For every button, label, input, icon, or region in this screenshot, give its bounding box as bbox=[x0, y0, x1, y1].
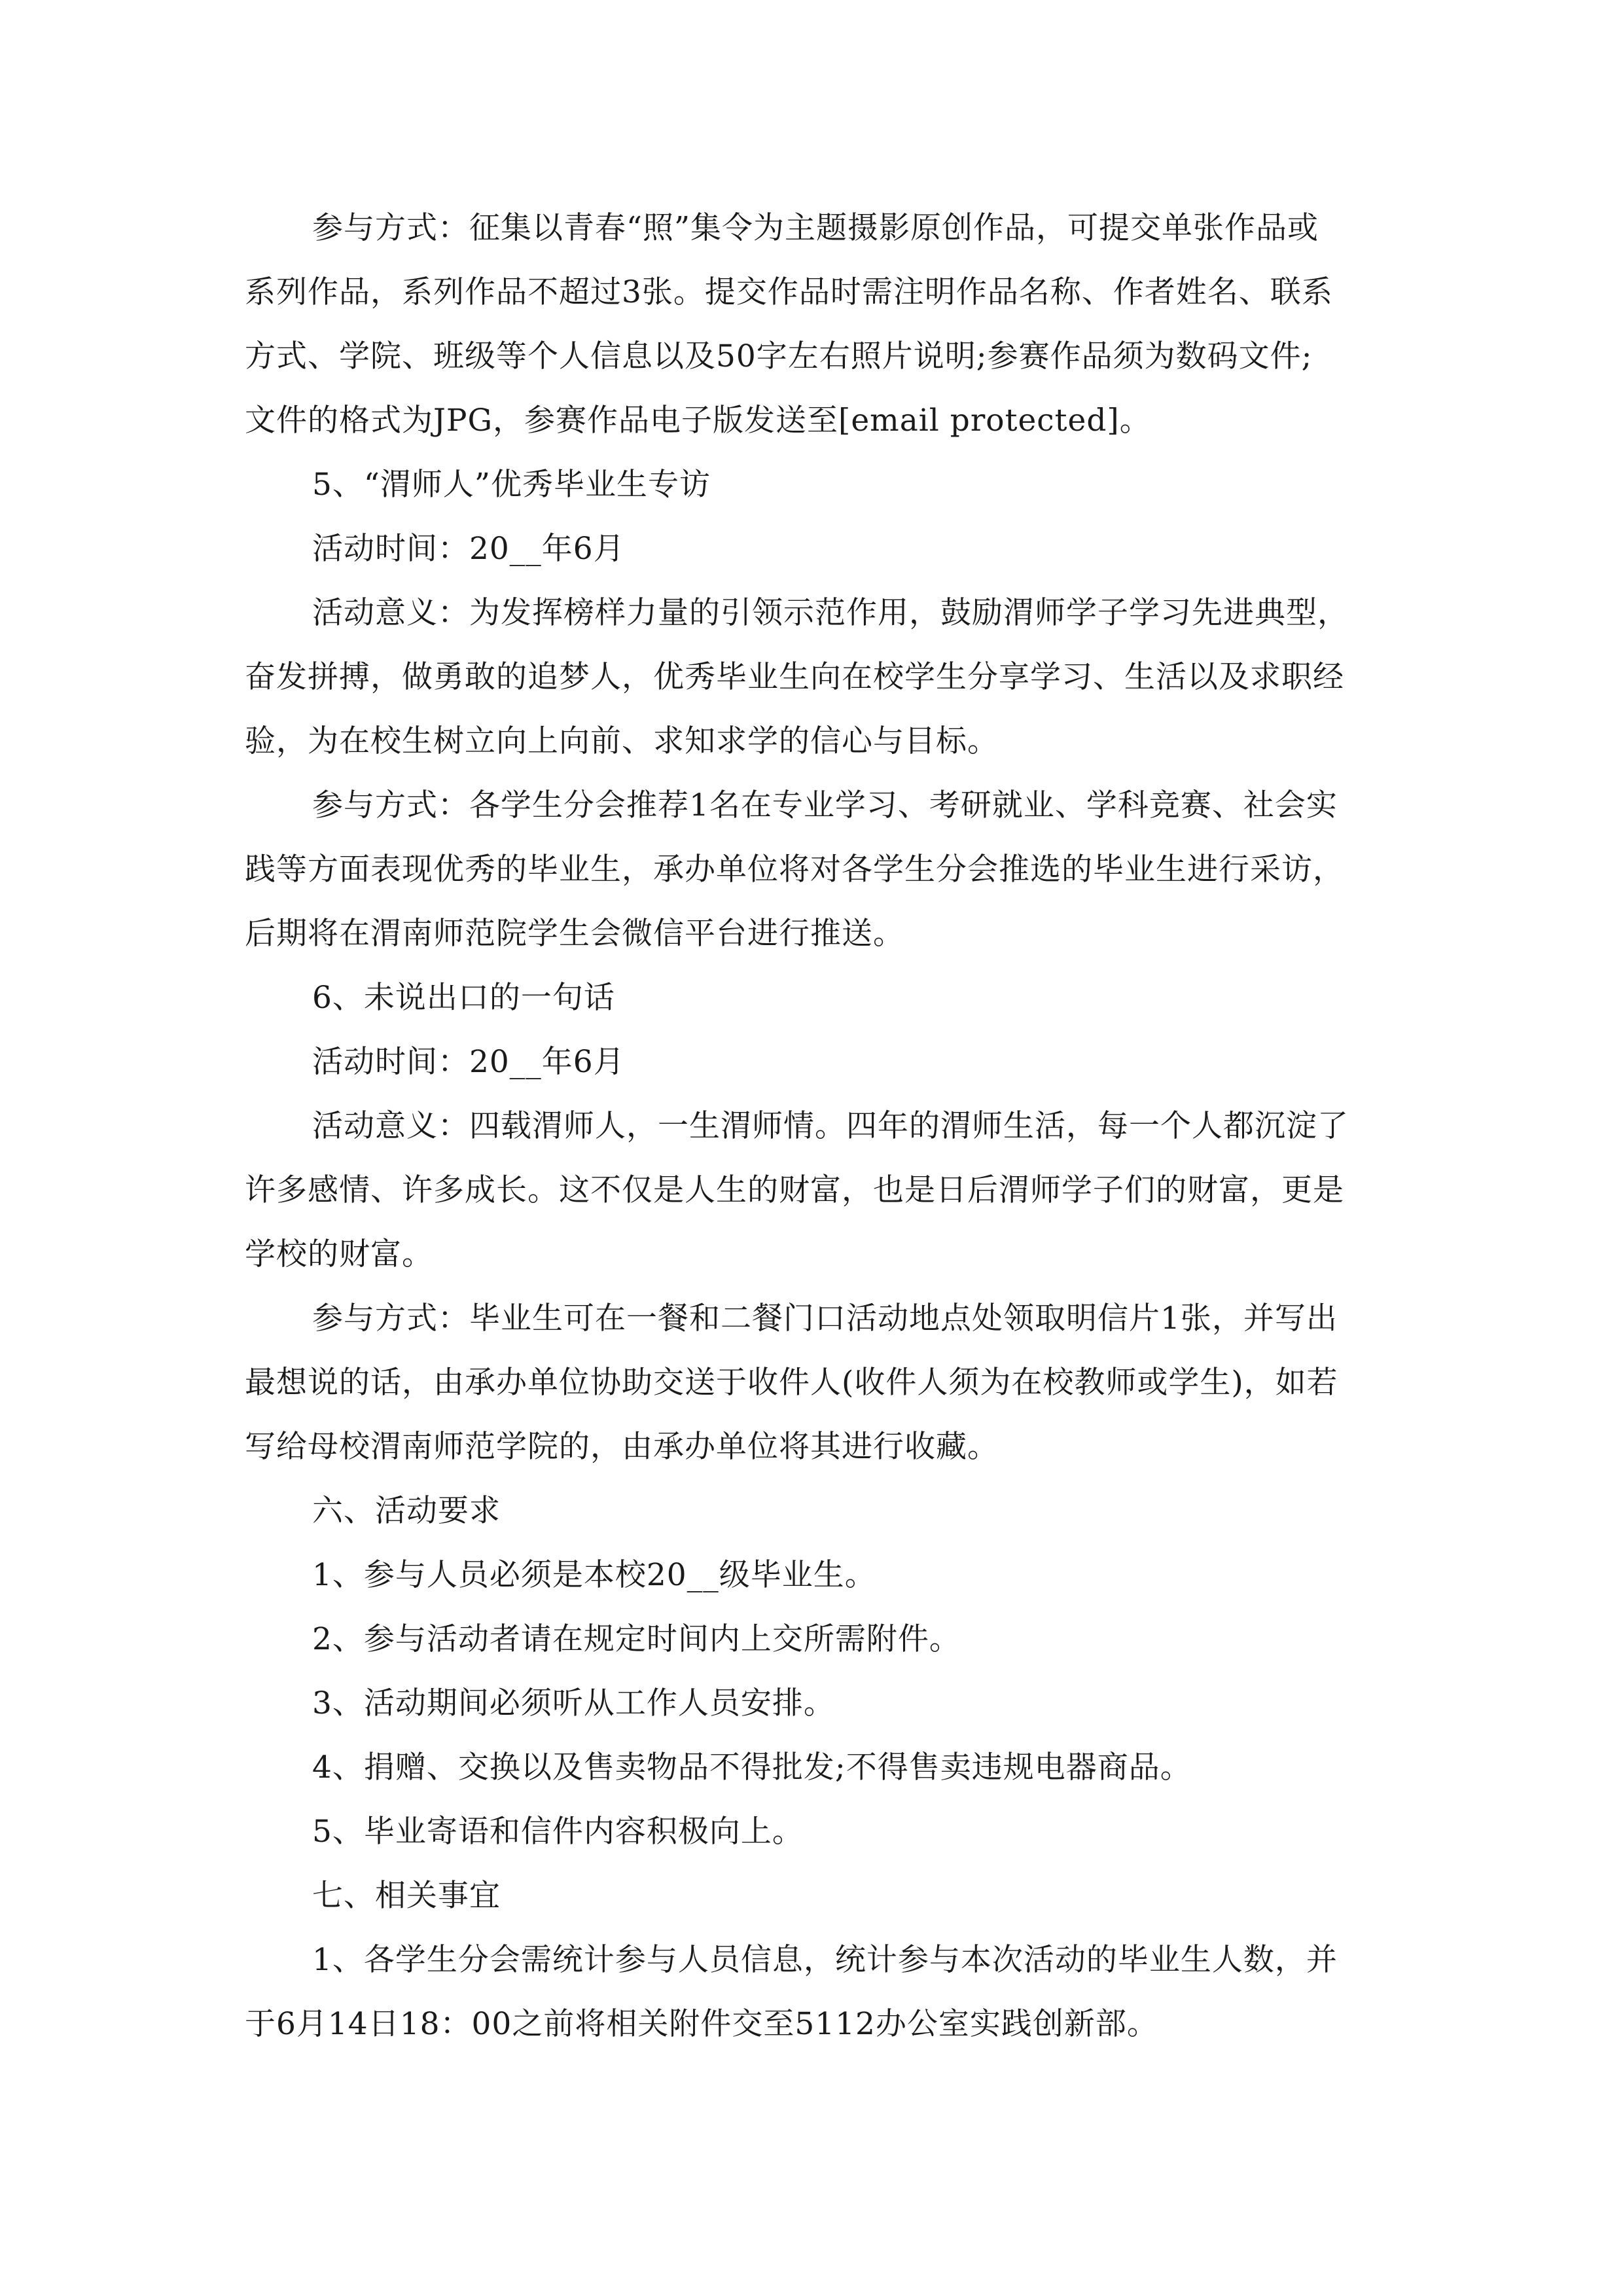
text-line: 后期将在渭南师范院学生会微信平台进行推送。 bbox=[245, 916, 904, 952]
text-line: 文件的格式为JPG，参赛作品电子版发送至[email protected]。 bbox=[245, 403, 1151, 439]
text-line: 许多感情、许多成长。这不仅是人生的财富，也是日后渭师学子们的财富，更是 bbox=[245, 1172, 1344, 1208]
text-line: 活动意义：四载渭师人，一生渭师情。四年的渭师生活，每一个人都沉淀了 bbox=[312, 1108, 1349, 1144]
text-line: 于6月14日18：00之前将相关附件交至5112办公室实践创新部。 bbox=[245, 2006, 1158, 2042]
text-line: 6、未说出口的一句话 bbox=[312, 980, 615, 1016]
text-line: 七、相关事宜 bbox=[312, 1878, 501, 1914]
text-line: 参与方式：毕业生可在一餐和二餐门口活动地点处领取明信片1张，并写出 bbox=[312, 1300, 1338, 1336]
text-line: 活动意义：为发挥榜样力量的引领示范作用，鼓励渭师学子学习先进典型， bbox=[312, 595, 1349, 631]
text-line: 3、活动期间必须听从工作人员安排。 bbox=[312, 1685, 835, 1721]
text-line: 六、活动要求 bbox=[312, 1493, 501, 1529]
text-line: 1、各学生分会需统计参与人员信息，统计参与本次活动的毕业生人数，并 bbox=[312, 1942, 1338, 1978]
text-line: 最想说的话，由承办单位协助交送于收件人(收件人须为在校教师或学生)，如若 bbox=[245, 1365, 1338, 1401]
text-line: 5、“渭师人”优秀毕业生专访 bbox=[312, 467, 711, 503]
document-page bbox=[245, 196, 1397, 2056]
text-line: 4、捐赠、交换以及售卖物品不得批发;不得售卖违规电器商品。 bbox=[312, 1749, 1192, 1785]
text-line: 活动时间：20__年6月 bbox=[312, 531, 625, 567]
text-line: 写给母校渭南师范学院的，由承办单位将其进行收藏。 bbox=[245, 1429, 999, 1465]
text-line: 1、参与人员必须是本校20__级毕业生。 bbox=[312, 1557, 876, 1593]
text-line: 2、参与活动者请在规定时间内上交所需附件。 bbox=[312, 1621, 961, 1657]
text-line: 学校的财富。 bbox=[245, 1236, 433, 1272]
text-line: 活动时间：20__年6月 bbox=[312, 1044, 625, 1080]
text-line: 5、毕业寄语和信件内容积极向上。 bbox=[312, 1814, 804, 1850]
text-line: 方式、学院、班级等个人信息以及50字左右照片说明;参赛作品须为数码文件; bbox=[245, 338, 1313, 374]
text-line: 奋发拼搏，做勇敢的追梦人，优秀毕业生向在校学生分享学习、生活以及求职经 bbox=[245, 659, 1344, 695]
text-line: 参与方式：各学生分会推荐1名在专业学习、考研就业、学科竞赛、社会实 bbox=[312, 787, 1338, 823]
text-line: 践等方面表现优秀的毕业生，承办单位将对各学生分会推选的毕业生进行采访， bbox=[245, 852, 1344, 888]
text-line: 系列作品，系列作品不超过3张。提交作品时需注明作品名称、作者姓名、联系 bbox=[245, 274, 1333, 310]
text-line: 验，为在校生树立向上向前、求知求学的信心与目标。 bbox=[245, 723, 999, 759]
text-line: 参与方式：征集以青春“照”集令为主题摄影原创作品，可提交单张作品或 bbox=[312, 210, 1319, 246]
